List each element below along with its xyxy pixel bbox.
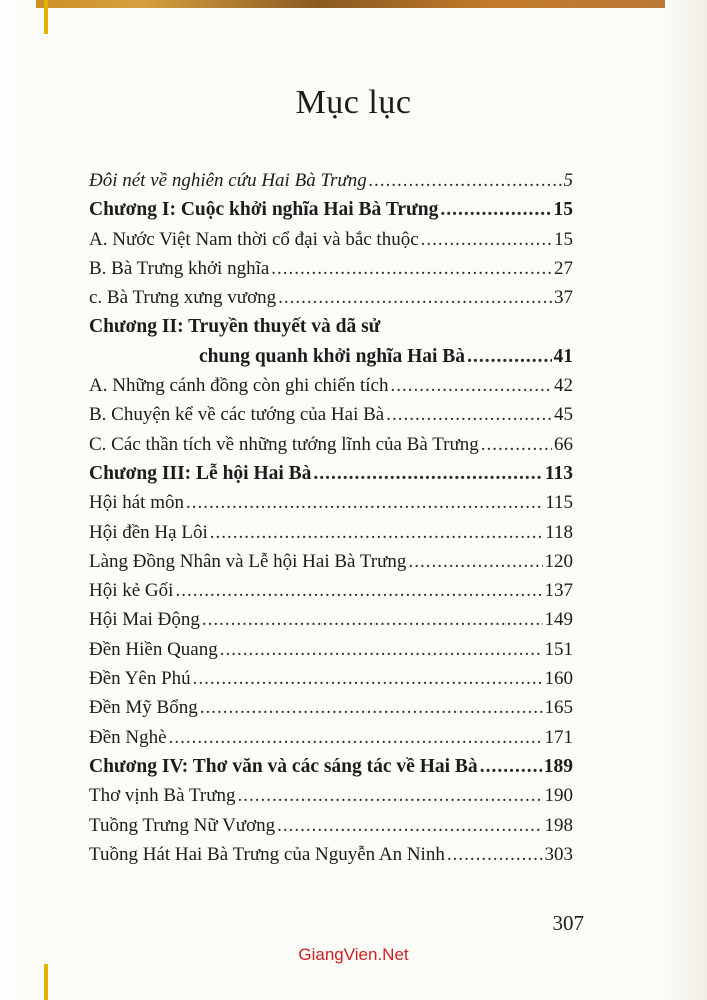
toc-dot-leader <box>175 576 542 605</box>
toc-dot-leader <box>440 195 551 224</box>
toc-dot-leader <box>480 752 542 781</box>
toc-entry-page: 151 <box>544 638 573 660</box>
toc-entry-page: 42 <box>554 375 573 397</box>
toc-entry-page: 303 <box>544 843 573 865</box>
toc-entry <box>89 605 573 634</box>
page-title: Mục lục <box>295 84 412 121</box>
toc-entry-title: A. Những cánh đồng còn ghi chiến tích <box>89 375 389 397</box>
toc-entry-title: B. Chuyện kể về các tướng của Hai Bà <box>89 404 385 426</box>
toc-entry-title: chung quanh khởi nghĩa Hai Bà <box>199 345 466 367</box>
toc-entry-page: 198 <box>544 814 573 836</box>
toc-entry-title: Hội đền Hạ Lôi <box>89 521 208 543</box>
toc-entry-title: c. Bà Trưng xưng vương <box>89 287 277 309</box>
toc-dot-leader <box>421 225 552 254</box>
toc-entry <box>89 254 573 283</box>
toc-entry-page: 15 <box>553 199 573 221</box>
page-number: 307 <box>552 911 584 935</box>
toc-dot-leader <box>220 635 543 664</box>
toc-dot-leader <box>238 781 543 810</box>
toc-dot-leader <box>200 693 543 722</box>
toc-entry <box>89 459 573 488</box>
toc-entry-page: 66 <box>554 433 573 455</box>
toc-dot-leader <box>447 840 543 869</box>
toc-entry-title: Chương II: Truyền thuyết và dã sử <box>89 316 381 338</box>
toc-entry <box>89 430 573 459</box>
toc-dot-leader <box>408 547 542 576</box>
toc-entry-page: 190 <box>544 785 573 807</box>
toc-entry-title: Tuồng Hát Hai Bà Trưng của Nguyễn An Ninh <box>89 843 445 865</box>
toc-entry-page: 115 <box>545 492 573 514</box>
toc-entry-page: 113 <box>544 462 573 484</box>
toc-entry <box>89 635 573 664</box>
toc-entry-title: Đền Nghè <box>89 726 167 748</box>
toc-entry-page: 165 <box>544 697 573 719</box>
toc-entry-page: 149 <box>544 609 573 631</box>
toc-entry-title: Đôi nét về nghiên cứu Hai Bà Trưng <box>89 170 367 191</box>
toc-entry-page: 189 <box>543 755 573 777</box>
toc-entry-page: 171 <box>544 726 573 748</box>
toc-entry <box>89 371 573 400</box>
book-edge-strip <box>0 0 707 8</box>
toc-dot-leader <box>169 723 543 752</box>
toc-dot-leader <box>186 488 543 517</box>
toc-entry-title: Tuồng Trưng Nữ Vương <box>89 814 276 836</box>
toc-entry-page: 15 <box>554 228 573 250</box>
toc-dot-leader <box>481 430 552 459</box>
toc-dot-leader <box>390 371 552 400</box>
toc-entry <box>89 195 573 224</box>
table-of-contents <box>89 166 573 869</box>
toc-entry <box>89 488 573 517</box>
toc-entry <box>89 166 573 195</box>
toc-entry-title: Làng Đồng Nhân và Lễ hội Hai Bà Trưng <box>89 550 407 572</box>
toc-entry-title: A. Nước Việt Nam thời cổ đại và bắc thuộc <box>89 228 419 250</box>
toc-entry-page: 137 <box>544 580 573 602</box>
toc-entry <box>89 781 573 810</box>
toc-entry-title: Đền Hiền Quang <box>89 638 218 660</box>
page-margin-left <box>0 0 36 1000</box>
toc-dot-leader <box>467 342 551 371</box>
toc-entry-title: Chương III: Lễ hội Hai Bà <box>89 462 312 484</box>
toc-dot-leader <box>369 166 562 195</box>
toc-entry <box>89 225 573 254</box>
toc-entry <box>89 840 573 869</box>
toc-entry-page: 27 <box>554 257 573 279</box>
toc-dot-leader <box>202 605 543 634</box>
toc-entry <box>89 342 573 371</box>
toc-entry-title: Hội kẻ Gối <box>89 580 174 602</box>
toc-entry-title: Hội Mai Động <box>89 609 200 631</box>
toc-entry-title: Chương IV: Thơ văn và các sáng tác về Hai Bà <box>89 755 478 777</box>
toc-dot-leader <box>271 254 552 283</box>
toc-entry-title: B. Bà Trưng khởi nghĩa <box>89 257 270 279</box>
toc-entry <box>89 752 573 781</box>
toc-entry <box>89 547 573 576</box>
toc-entry-page: 120 <box>544 550 573 572</box>
gold-edge-mark-bottom <box>44 964 48 1000</box>
toc-dot-leader <box>210 518 543 547</box>
toc-entry-title: Thơ vịnh Bà Trưng <box>89 785 236 807</box>
toc-entry-page: 37 <box>554 287 573 309</box>
toc-entry <box>89 811 573 840</box>
page-margin-right <box>665 0 707 1000</box>
toc-entry-page: 41 <box>553 345 573 367</box>
toc-dot-leader <box>386 400 552 429</box>
toc-entry-page: 45 <box>554 404 573 426</box>
toc-entry-title: Chương I: Cuộc khởi nghĩa Hai Bà Trưng <box>89 199 439 221</box>
toc-dot-leader <box>193 664 543 693</box>
gold-edge-mark-top <box>44 0 48 34</box>
toc-entry <box>89 283 573 312</box>
toc-entry-title: C. Các thần tích về những tướng lĩnh của Bà Trưng <box>89 433 479 455</box>
toc-entry <box>89 518 573 547</box>
toc-entry-title: Đền Mỹ Bổng <box>89 697 198 719</box>
toc-entry <box>89 312 573 341</box>
toc-entry-page: 160 <box>544 668 573 690</box>
toc-entry <box>89 664 573 693</box>
toc-entry <box>89 576 573 605</box>
toc-dot-leader <box>277 811 542 840</box>
toc-entry-page: 5 <box>563 170 573 191</box>
toc-entry-title: Hội hát môn <box>89 492 184 514</box>
toc-entry-title: Đền Yên Phú <box>89 668 191 690</box>
toc-entry <box>89 723 573 752</box>
toc-dot-leader <box>313 459 542 488</box>
watermark: GiangVien.Net <box>298 945 409 964</box>
toc-entry <box>89 693 573 722</box>
toc-entry <box>89 400 573 429</box>
toc-entry-page: 118 <box>545 521 573 543</box>
toc-dot-leader <box>278 283 552 312</box>
